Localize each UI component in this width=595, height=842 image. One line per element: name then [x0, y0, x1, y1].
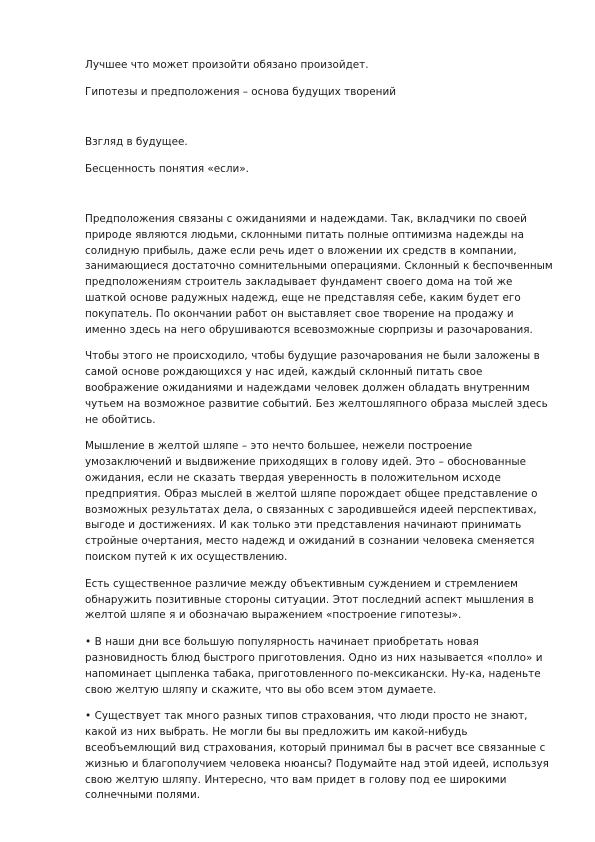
paragraph-4: Есть существенное различие между объективным суждением и стремлением обнаружить позитивные стороны ситуации. Этот последний аспект мышления в желтой шляпе я и обозначаю выражением «построение гипотезы». — [85, 577, 534, 622]
heading-line-3: Взгляд в будущее. — [85, 136, 188, 148]
heading-line-2: Гипотезы и предположения – основа будущих творений — [85, 86, 396, 98]
paragraph-2: Чтобы этого не происходило, чтобы будущие разочарования не были заложены в самой основе рождающихся у нас идей, каждый склонный питать свое воображение ожиданиями и надеждами человек должен обладать внутренним чутьем на возможное развитие событий. Без желтошляпного образа мыслей здесь не обойтись. — [85, 350, 548, 426]
paragraph-1: Предположения связаны с ожиданиями и надеждами. Так, вкладчики по своей природе являются людьми, склонными питать полные оптимизма надежды на солидную прибыль, даже если речь идет о вложении их средств в компании, занимающиеся достаточно сомнительными операциями. Склонный к беспочвенным предположениям строитель закладывает фундамент своего дома на той же шаткой основе радужных надежд, еще не представляя себе, каким будет его покупатель. По окончании работ он выставляет свое творение на продажу и именно здесь на него обрушиваются всевозможные сюрпризы и разочарования. — [85, 213, 553, 336]
paragraph-5-bullet: • В наши дни все большую популярность начинает приобретать новая разновидность блюд быстрого приготовления. Одно из них называется «полло» и напоминает цыпленка табака, приготовленного по-мексикански. Ну-ка, наденьте свою желтую шляпу и скажите, что вы обо всем этом думаете. — [85, 636, 543, 696]
heading-line-4: Бесценность понятия «если». — [85, 163, 249, 175]
heading-line-1: Лучшее что может произойти обязано произойдет. — [85, 59, 369, 71]
paragraph-3: Мышление в желтой шляпе – это нечто большее, нежели построение умозаключений и выдвижение приходящих в голову идей. Это – обоснованные ожидания, если не сказать твердая уверенность в положительном исходе предприятия. Образ мыслей в желтой шляпе порождает общее представление о возможных результатах дела, о связанных с зародившейся идеей перспективах, выгоде и достижениях. И как только эти представления начинают принимать стройные очертания, место надежд и ожиданий в сознании человека сменяется поиском путей к их осуществлению. — [85, 440, 538, 563]
paragraph-6-bullet: • Существует так много разных типов страхования, что люди просто не знают, какой из них выбрать. Не могли бы вы предложить им какой-нибудь всеобъемлющий вид страхования, который принимал бы в расчет все связанные с жизнью и благополучием человека нюансы? Подумайте над этой идеей, используя свою желтую шляпу. Интересно, что вам придет в голову под ее широкими солнечными полями. — [85, 710, 549, 802]
document-page — [85, 58, 555, 804]
